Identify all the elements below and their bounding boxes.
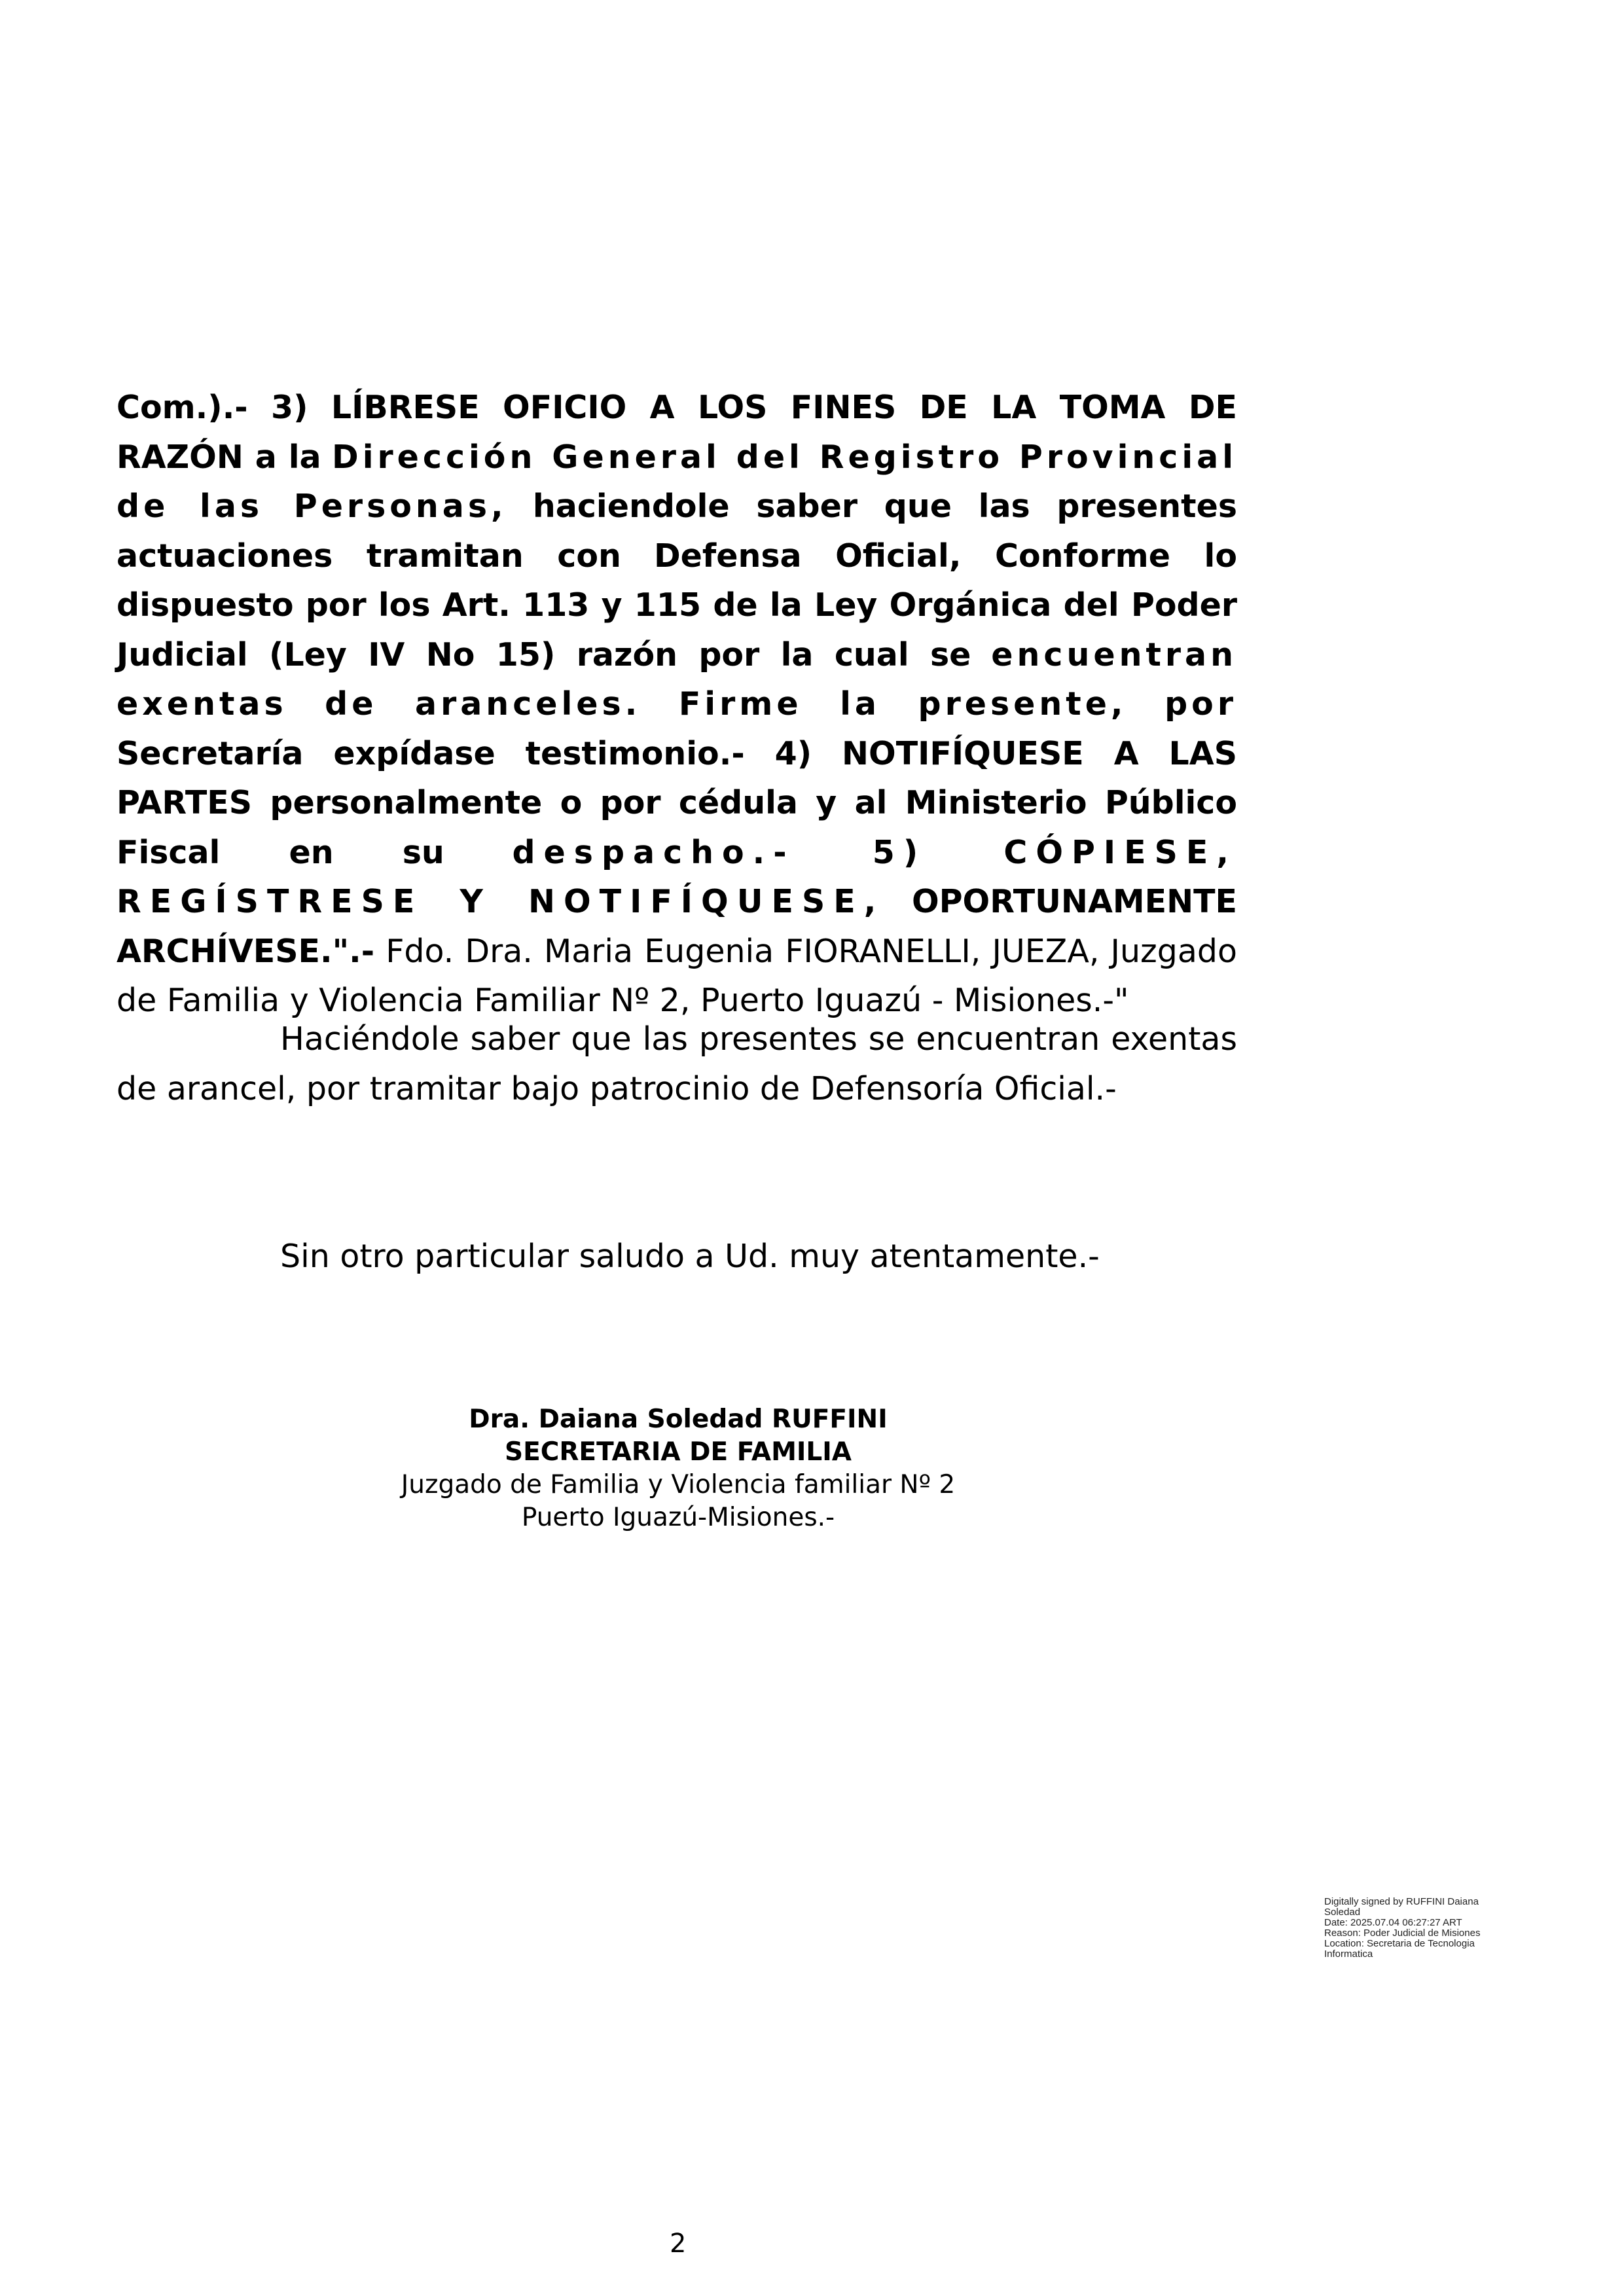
text-segment: haciendole saber que las presentes actuaciones tramitan con: [117, 488, 1238, 575]
digital-signature-date: Date: 2025.07.04 06:27:27 ART: [1324, 1917, 1462, 1928]
text-segment: Defensa Oficial, Conforme lo dispuesto por los Art. 113 y 115 de la Ley Orgánica del Poder Judicial (Ley IV No 15) razón por la cual se: [117, 537, 1237, 673]
signer-role: SECRETARIA DE FAMILIA: [505, 1437, 852, 1467]
page-number: 2: [670, 2229, 687, 2259]
text-segment: Dirección General del Registro Provincial de las Personas,: [117, 438, 1237, 525]
digital-signature-stamp: [1324, 1897, 1501, 1960]
text-segment: despacho.- 5) CÓPIESE, REGÍSTRESE Y NOTIFÍQUESE,: [117, 833, 1238, 920]
digital-signature-location: Location: Secretaria de Tecnologia Informatica: [1324, 1938, 1475, 1960]
text-segment: OPORTUNAMENTE ARCHÍVESE.".-: [117, 883, 1238, 970]
exemption-paragraph: Haciéndole saber que las presentes se encuentran exentas de arancel, por tramitar bajo patrocinio de Defensoría Oficial.-: [117, 1020, 1237, 1107]
text-segment: Com.).- 3) LÍBRESE OFICIO A LOS FINES DE LA TOMA DE RAZÓN a la: [117, 389, 1237, 476]
signature-block: [401, 1403, 955, 1534]
text-segment: Secretaría expídase testimonio.- 4) NOTIFÍQUESE A LAS PARTES personalmente o por cédula y al Ministerio Público Fiscal en su: [117, 734, 1237, 871]
closing-line: Sin otro particular saludo a Ud. muy atentamente.-: [280, 1238, 1100, 1275]
text-segment: encuentran exentas de aranceles. Firme la presente, por: [117, 636, 1237, 723]
digital-signature-signed-by: Digitally signed by RUFFINI Daiana Soledad: [1324, 1896, 1479, 1918]
digital-signature-reason: Reason: Poder Judicial de Misiones: [1324, 1928, 1481, 1939]
signer-court: Juzgado de Familia y Violencia familiar Nº 2: [401, 1470, 956, 1499]
signer-name: Dra. Daiana Soledad RUFFINI: [469, 1405, 888, 1434]
resolution-paragraph: [117, 383, 1237, 1026]
text-segment: Fdo. Dra. Maria Eugenia FIORANELLI, JUEZA, Juzgado de Familia y Violencia Familiar Nº 2, Puerto Iguazú - Misiones.-": [117, 932, 1237, 1019]
signer-location: Puerto Iguazú-Misiones.-: [521, 1503, 835, 1532]
